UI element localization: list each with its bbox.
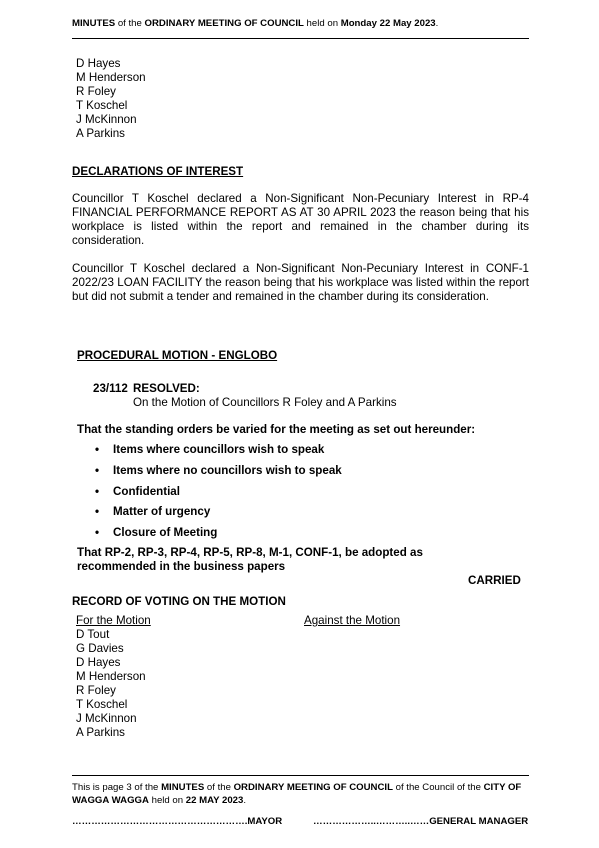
list-item [95, 526, 342, 547]
list-item [95, 443, 342, 464]
list-item-label: Confidential [113, 484, 180, 498]
header-end: . [435, 18, 439, 29]
voter-name: J McKinnon [76, 712, 137, 725]
declaration-paragraph-1: Councillor T Koschel declared a Non-Significant Non-Pecuniary Interest in RP-4 FINANCIAL PERFORMANCE REPORT AS AT 30 APRIL 2023 the reason being that his workplace is listed within the report and remained in the chamber during its consideration. [72, 192, 529, 247]
list-item-label: Matter of urgency [113, 505, 211, 519]
attendee-name: T Koschel [76, 99, 128, 112]
footer-text-3: of the Council of the [392, 782, 484, 793]
footer-text-5: . [243, 795, 247, 806]
mover-line: On the Motion of Councillors R Foley and A Parkins [133, 396, 397, 409]
bullet-icon: • [95, 526, 100, 540]
bullet-icon: • [95, 443, 100, 456]
attendee-name: M Henderson [76, 71, 146, 84]
header-of-the: of the [115, 18, 145, 29]
resolution-intro: That the standing orders be varied for the meeting as set out hereunder: [77, 423, 476, 436]
general-manager-signature-line: ………………..………..……GENERAL MANAGER [313, 816, 529, 827]
header-date: Monday 22 May 2023 [340, 18, 436, 29]
attendee-name: J McKinnon [76, 113, 137, 126]
standing-orders-list [95, 443, 342, 547]
page-header [72, 18, 438, 29]
header-rule [72, 38, 529, 39]
footer-city: CITY OF WAGGA WAGGA [72, 782, 522, 806]
list-item-label: Closure of Meeting [113, 526, 218, 540]
against-motion-label: Against the Motion [304, 614, 401, 627]
voter-name: D Hayes [76, 656, 121, 669]
declaration-paragraph-2: Councillor T Koschel declared a Non-Significant Non-Pecuniary Interest in CONF-1 2022/23 LOAN FACILITY the reason being that his workplace was listed within the report but did not submit a tender and remained in the chamber during its consideration. [72, 262, 529, 303]
voter-name: T Koschel [76, 698, 128, 711]
list-item [95, 464, 342, 485]
attendee-name: R Foley [76, 85, 116, 98]
footer-text-1: This is page 3 of the [72, 782, 162, 793]
attendee-list [76, 57, 146, 141]
list-item [95, 485, 342, 506]
attendee-name: A Parkins [76, 127, 125, 140]
bullet-icon: • [95, 505, 100, 519]
resolved-label: RESOLVED: [133, 382, 200, 395]
voter-name: G Davies [76, 642, 124, 655]
footer-meeting: ORDINARY MEETING OF COUNCIL [233, 782, 393, 793]
list-item [95, 505, 342, 526]
carried-status: CARRIED [468, 574, 521, 587]
footer-text-2: of the [204, 782, 234, 793]
voter-name: A Parkins [76, 726, 125, 739]
voting-record-heading: RECORD OF VOTING ON THE MOTION [72, 595, 286, 608]
declarations-heading: DECLARATIONS OF INTEREST [72, 165, 244, 178]
resolution-number: 23/112 [93, 382, 128, 395]
attendee-name: D Hayes [76, 57, 121, 70]
header-meeting: ORDINARY MEETING OF COUNCIL [144, 18, 304, 29]
bullet-icon: • [95, 463, 100, 477]
footer-rule [72, 775, 529, 776]
footer-date: 22 MAY 2023 [185, 795, 244, 806]
page-footer [72, 781, 532, 807]
bullet-icon: • [95, 484, 100, 498]
mayor-signature-line: ……………………………………………….MAYOR [72, 816, 283, 827]
voter-name: R Foley [76, 684, 116, 697]
voter-name: D Tout [76, 628, 110, 641]
voter-name: M Henderson [76, 670, 146, 683]
footer-text-4: held on [148, 795, 186, 806]
for-motion-label: For the Motion [76, 614, 151, 627]
header-held-on: held on [303, 18, 341, 29]
footer-minutes: MINUTES [161, 782, 205, 793]
procedural-motion-heading: PROCEDURAL MOTION - ENGLOBO [77, 349, 278, 362]
adoption-line-1: That RP-2, RP-3, RP-4, RP-5, RP-8, M-1, CONF-1, be adopted as [77, 546, 423, 559]
list-item-label: Items where councillors wish to speak [113, 443, 325, 456]
header-minutes: MINUTES [72, 18, 116, 29]
list-item-label: Items where no councillors wish to speak [113, 463, 342, 477]
adoption-line-2: recommended in the business papers [77, 560, 286, 573]
for-motion-list [76, 628, 146, 740]
